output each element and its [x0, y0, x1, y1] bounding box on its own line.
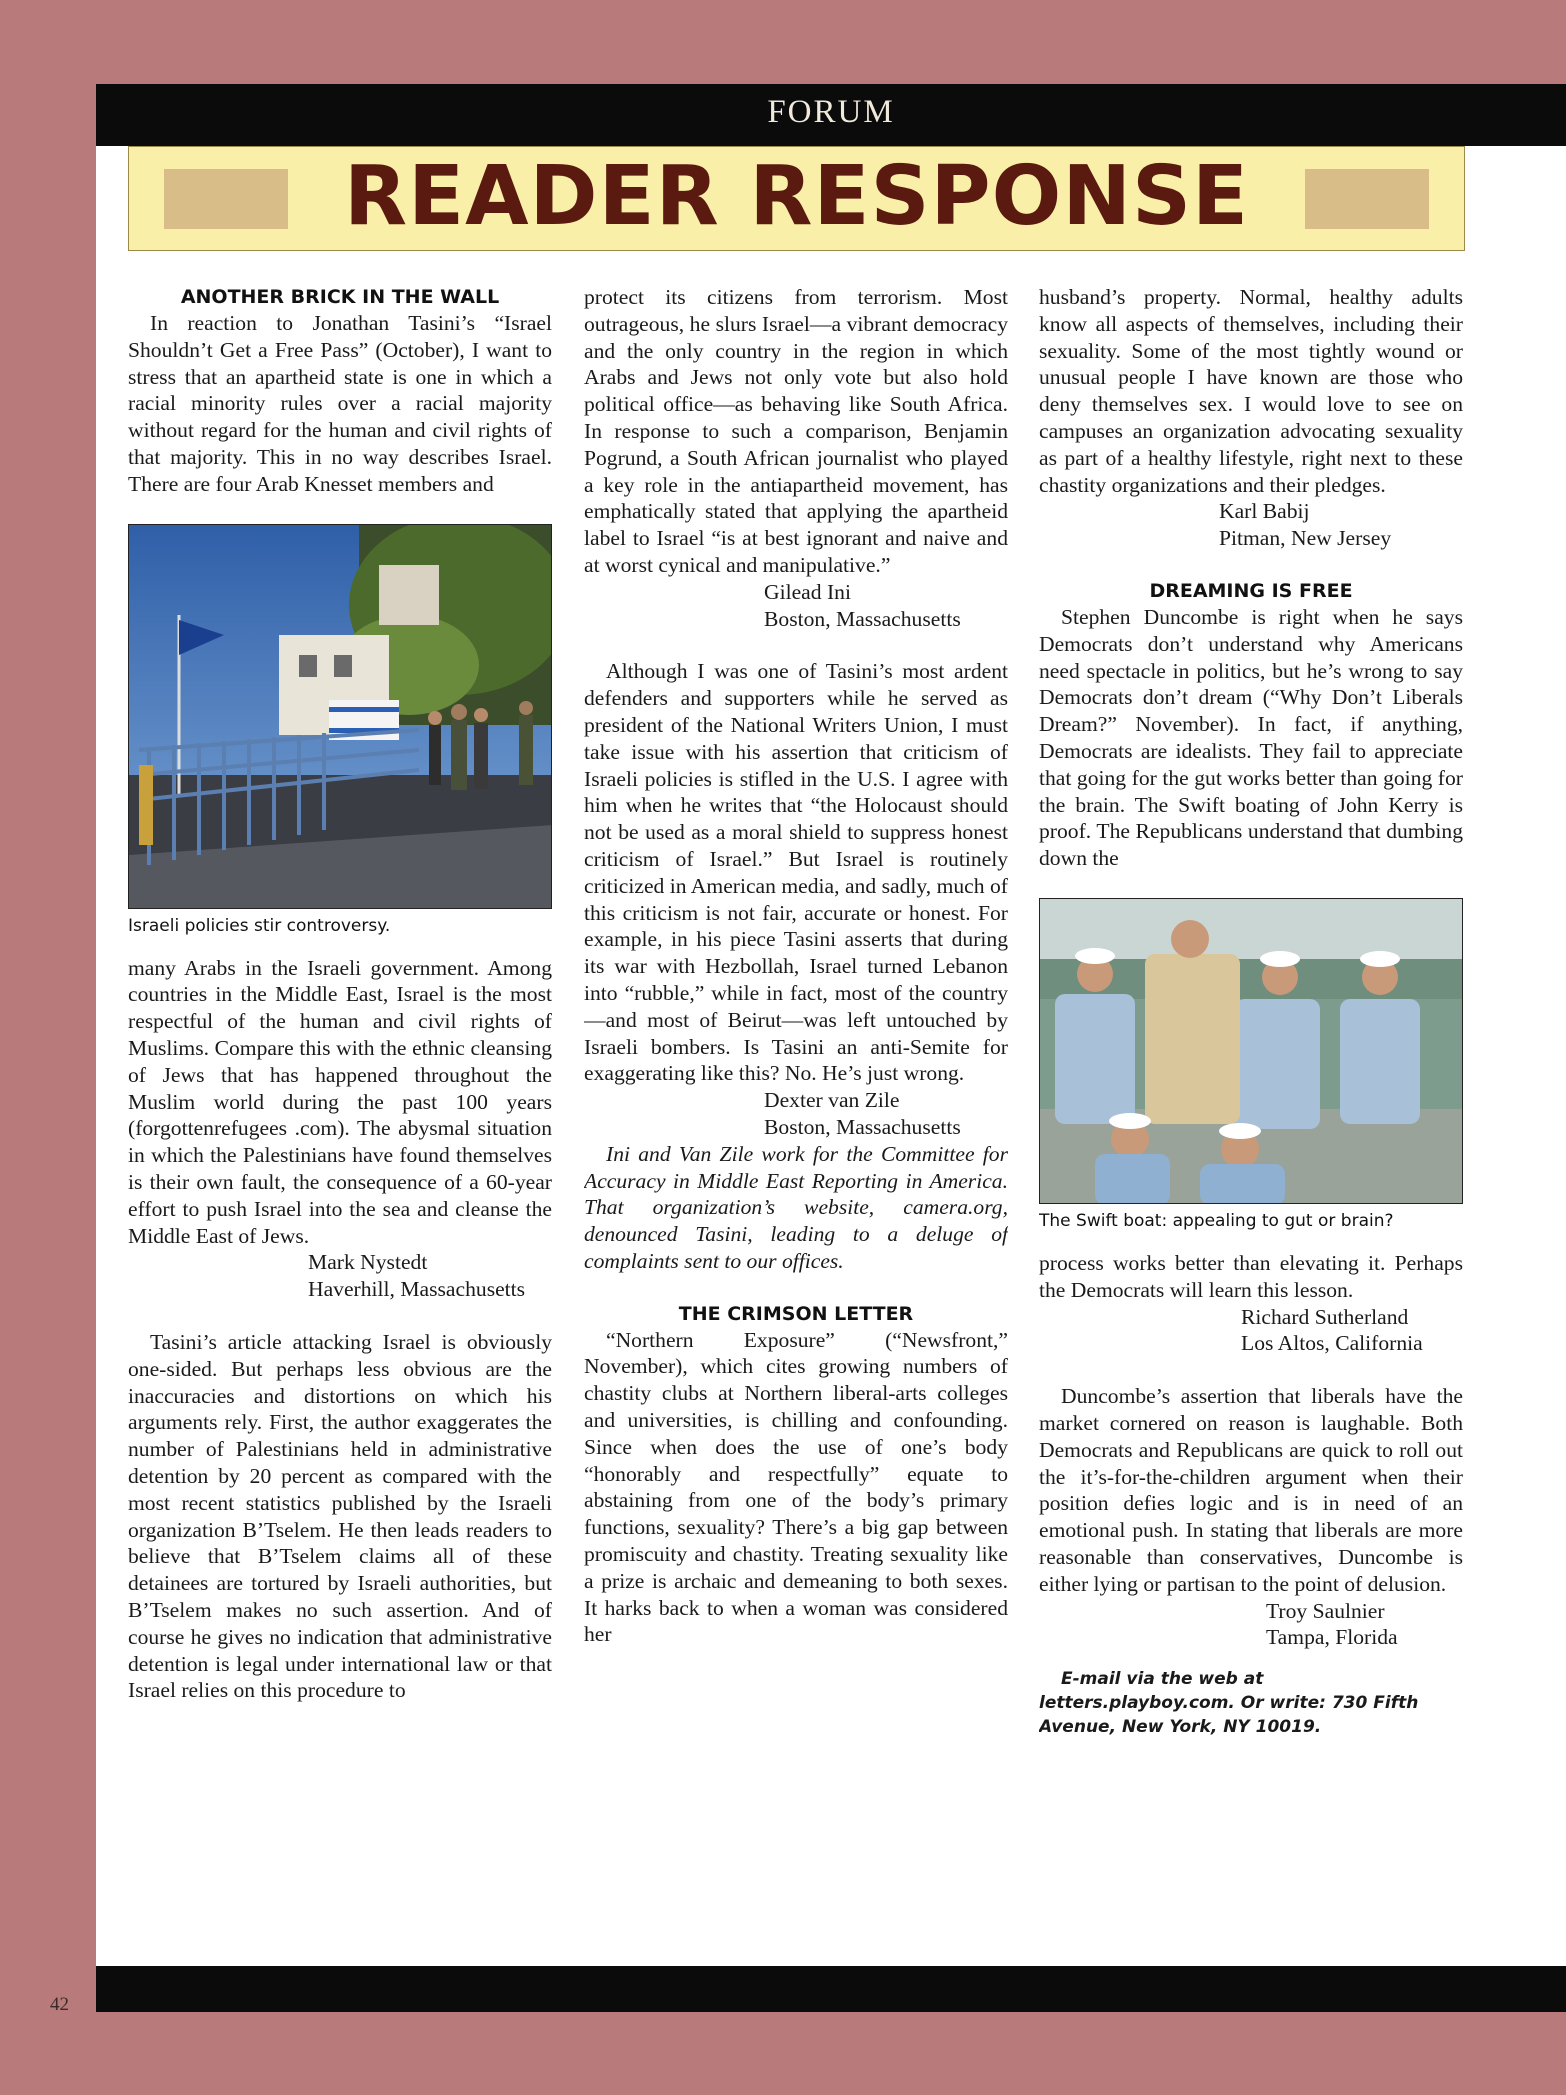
letter-paragraph: Stephen Duncombe is right when he says Democrats don’t understand why Americans need spectacle in politics, but he’s wrong to say Democrats don’t dream (“Why Don’t Liberals Dream?” November). In fact, if anything, Democrats are idealists. They fail to appreciate that going for the gut works better than going for the brain. The Swift boating of John Kerry is proof. The Republicans understand that dumbing down the [1039, 604, 1463, 871]
column-3 [1039, 284, 1463, 1964]
signature-name: Karl Babij [1219, 499, 1310, 524]
bottom-bar [96, 1966, 1566, 2012]
top-header-bar [96, 84, 1566, 146]
israel-gate-image [129, 525, 552, 909]
signature-place: Tampa, Florida [1266, 1625, 1398, 1650]
letter-paragraph-continued: many Arabs in the Israeli government. Among countries in the Middle East, Israel is the most respectful of the human and civil rights of Muslims. Compare this with the ethnic cleansing of Jews that has happened throughout the Muslim world during the past 100 years (forgottenrefugees .com). The abysmal situation in which the Palestinians have found themselves is their own fault, the consequence of a 60-year effort to push Israel into the sea and cleanse the Middle East of Jews. [128, 955, 552, 1248]
letter-paragraph: Duncombe’s assertion that liberals have the market cornered on reason is laughable. Both Democrats and Republicans are quick to roll out the it’s-for-the-children argument when their position defies logic and is in need of an emotional push. In stating that liberals are more reasonable than conservatives, Duncombe is either lying or partisan to the point of delusion. [1039, 1384, 1463, 1596]
letter-paragraph: In reaction to Jonathan Tasini’s “Israel Shouldn’t Get a Free Pass” (October), I want to stress that an apartheid state is one in which a racial minority rules over a racial majority without regard for the human and civil rights of that majority. This in no way describes Israel. There are four Arab Knesset members and [128, 311, 552, 496]
contact-info: E-mail via the web at letters.playboy.com. Or write: 730 Fifth Avenue, New York, NY 10019. [1039, 1669, 1419, 1738]
letter-paragraph-continued: husband’s property. Normal, healthy adults know all aspects of themselves, including their sexuality. Some of the most tightly wound or unusual people I have known are those who deny themselves sex. I would love to see on campuses an organization advocating sexuality as part of a healthy lifestyle, right next to these chastity organizations and their pledges. [1039, 285, 1463, 497]
letter-heading: ANOTHER BRICK IN THE WALL [180, 286, 500, 308]
letter-paragraph: Although I was one of Tasini’s most ardent defenders and supporters while he served as president of the National Writers Union, I must take issue with his assertion that criticism of Israeli policies is stifled in the U.S. I agree with him when he writes that “the Holocaust should not be used as a moral shield to suppress honest criticism of Israel.” But Israel is routinely criticized in American media, and sadly, much of this criticism is not fair, accurate or honest. For example, in his piece Tasini asserts that during its war with Hezbollah, Israel turned Lebanon into “rubble,” while in fact, most of the country—and most of Beirut—was left untouched by Israeli bombers. Is Tasini an anti-Semite for exaggerating like this? No. He’s just wrong. [584, 659, 1008, 1086]
signature-place: Boston, Massachusetts [764, 1114, 961, 1139]
magazine-page [96, 84, 1566, 2012]
page-title: READER RESPONSE [343, 149, 1250, 244]
photo-israel-gate [128, 524, 552, 909]
swift-boat-crew-image [1040, 899, 1463, 1204]
column-2 [584, 284, 1008, 1964]
title-banner [128, 146, 1465, 251]
photo-caption: Israeli policies stir controversy. [128, 915, 391, 936]
signature-name: Dexter van Zile [764, 1088, 900, 1113]
editor-note: Ini and Van Zile work for the Committee for Accuracy in Middle East Reporting in America. That organization’s website, camera.org, denounced Tasini, leading to a deluge of complaints sent to our offices. [584, 1141, 1008, 1273]
letter-paragraph-continued: process works better than elevating it. Perhaps the Democrats will learn this lesson. [1039, 1250, 1463, 1302]
signature-place: Pitman, New Jersey [1219, 526, 1392, 551]
column-1 [128, 284, 552, 1964]
letter-paragraph: “Northern Exposure” (“Newsfront,” November), which cites growing numbers of chastity clubs at Northern liberal-arts colleges and universities, is chilling and confounding. Since when does the use of one’s body “honorably and respectfully” equate to abstaining from one of the body’s primary functions, sexuality? There’s a big gap between promiscuity and chastity. Treating sexuality like a prize is archaic and demeaning to both sexes. It harks back to when a woman was considered her [584, 1327, 1008, 1647]
signature-name: Gilead Ini [764, 579, 851, 604]
page-number: 42 [50, 1994, 69, 2015]
letter-heading: DREAMING IS FREE [1149, 579, 1353, 602]
photo-swift-boat [1039, 898, 1463, 1204]
signature-name: Mark Nystedt [308, 1250, 428, 1275]
photo-caption: The Swift boat: appealing to gut or brain? [1039, 1210, 1394, 1231]
signature-place: Boston, Massachusetts [764, 606, 961, 631]
signature-name: Troy Saulnier [1266, 1598, 1385, 1623]
signature-place: Haverhill, Massachusetts [308, 1277, 526, 1302]
section-label: FORUM [767, 94, 895, 130]
letter-paragraph-continued: protect its citizens from terrorism. Most outrageous, he slurs Israel—a vibrant democracy and the only country in the region in which Arabs and Jews not only vote but also hold political office—as behaving like South Africa. In response to such a comparison, Benjamin Pogrund, a South African journalist who played a key role in the antiapartheid movement, has emphatically stated that applying the apartheid label to Israel “is at best ignorant and naive and at worst cynical and manipulative.” [584, 285, 1008, 577]
signature-name: Richard Sutherland [1241, 1304, 1409, 1329]
signature-place: Los Altos, California [1241, 1331, 1423, 1356]
letter-heading: THE CRIMSON LETTER [678, 1302, 914, 1325]
letter-paragraph: Tasini’s article attacking Israel is obviously one-sided. But perhaps less obvious are the inaccuracies and distortions on which his arguments rely. First, the author exaggerates the number of Palestinians held in administrative detention by 20 percent as compared with the most recent statistics published by the Israeli organization B’Tselem. He then leads readers to believe that B’Tselem claims all of these detainees are tortured by Israeli authorities, but B’Tselem makes no such assertion. And of course he gives no indication that administrative detention is legal under international law or that Israel relies on this procedure to [128, 1329, 552, 1703]
